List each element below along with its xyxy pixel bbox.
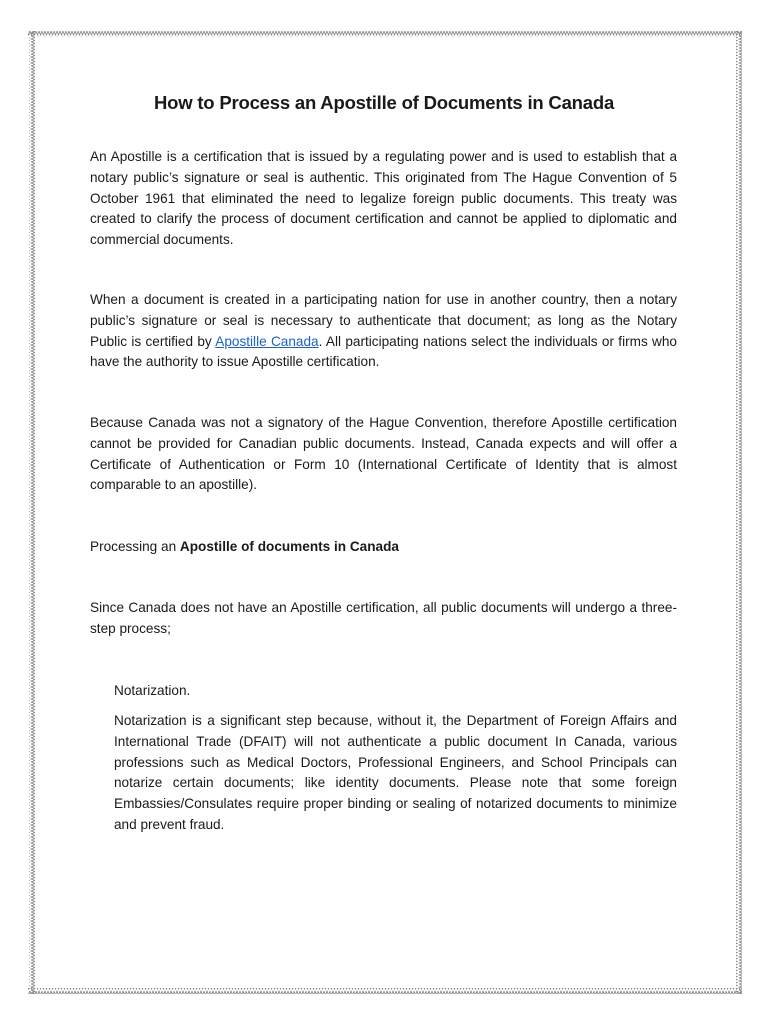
paragraph-canada-signatory: Because Canada was not a signatory of the Hague Convention, therefore Apostille certification cannot be provided for Canadian public documents. Instead, Canada expects and will offer a Certificate of Authentication or Form 10 (International Certificate of Identity that is almost comparable to an apostille). xyxy=(90,415,677,493)
apostille-canada-link[interactable]: Apostille Canada xyxy=(215,333,319,349)
paragraph-notarization-detail: Notarization is a significant step because, without it, the Department of Foreign Affairs and International Trade (DFAIT) will not authenticate a public document In Canada, various professions such as Medical Doctors, Professional Engineers, and School Principals can notarize certain documents; like identity documents. Please note that some foreign Embassies/Consulates require proper binding or sealing of notarized documents to minimize and prevent fraud. xyxy=(114,713,677,832)
paragraph-apostille-definition: An Apostille is a certification that is issued by a regulating power and is used to establish that a notary public’s signature or seal is authentic. This originated from The Hague Convention of 5 October 1961 that eliminated the need to legalize foreign public documents. This treaty was created to clarify the process of document certification and cannot be applied to diplomatic and commercial documents. xyxy=(90,149,677,248)
section-heading-processing xyxy=(90,537,677,558)
paragraph-text: When a document is created in a participating nation for use in another country, then a notary public’s signature or seal is necessary to authenticate that document; as long as the Notary Public is certified by xyxy=(90,292,677,349)
step-label-notarization: Notarization. xyxy=(114,683,191,698)
document-title: How to Process an Apostille of Documents in Canada xyxy=(153,92,615,113)
heading-bold: Apostille of documents in Canada xyxy=(179,539,399,554)
heading-prefix: Processing an xyxy=(90,539,180,554)
paragraph-participating-nations xyxy=(90,290,677,373)
paragraph-text: . All participating nations select the individuals or firms who have the authority to issue Apostille certification. xyxy=(90,333,677,370)
paragraph-three-step-process: Since Canada does not have an Apostille certification, all public documents will undergo a three-step process; xyxy=(90,600,677,636)
